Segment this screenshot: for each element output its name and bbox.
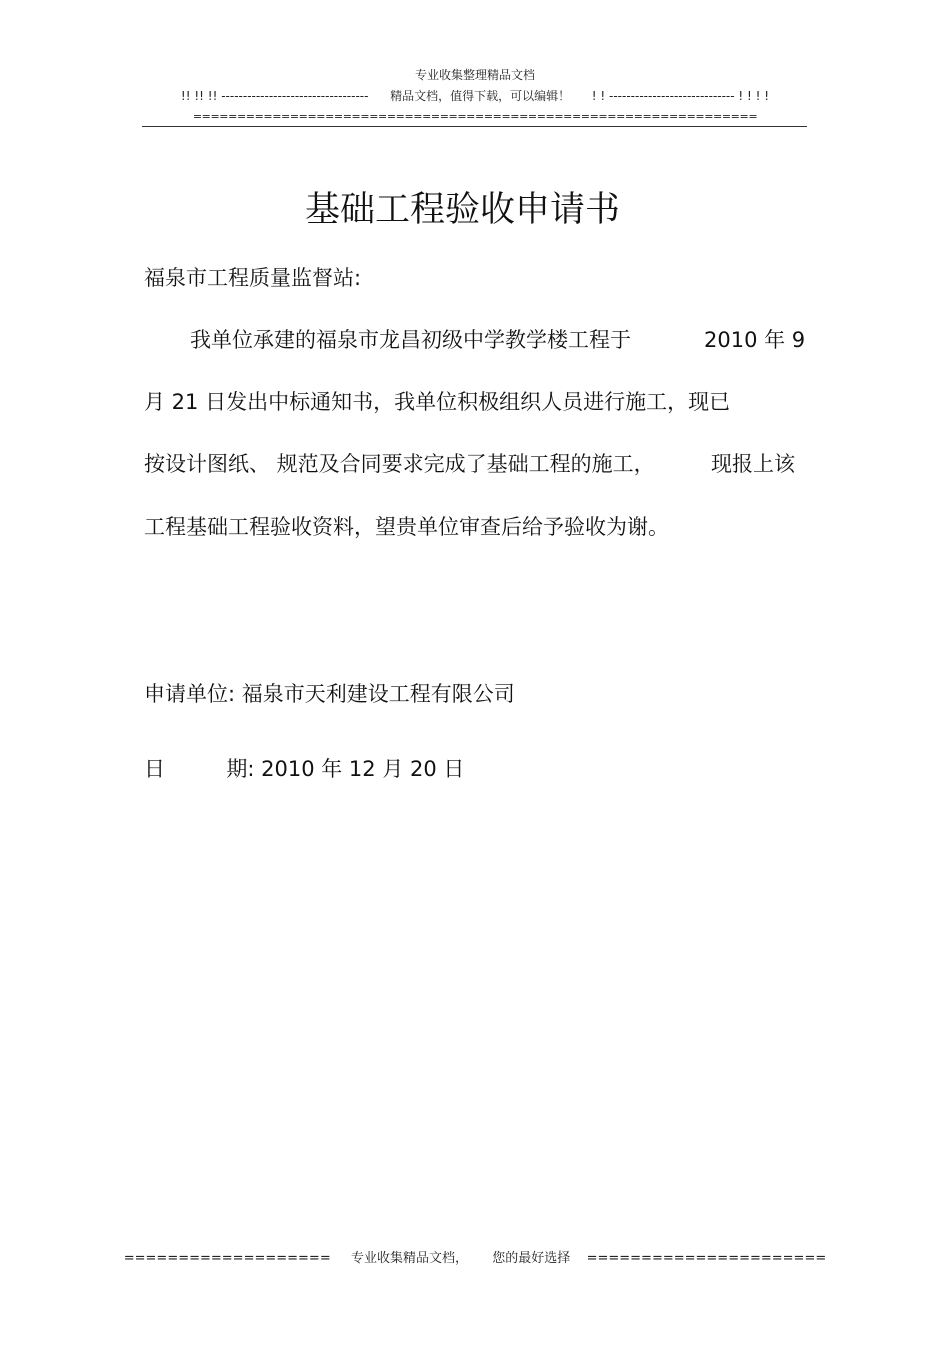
body-line-4: 工程基础工程验收资料，望贵单位审查后给予验收为谢。 [144,515,669,539]
date-line [144,756,464,782]
date-label-ri: 日 [144,757,165,781]
body-line-3-end: 现报上该 [711,452,795,476]
footer [0,1251,950,1267]
applicant-value: 福泉市天利建设工程有限公司 [241,682,515,706]
footer-mid-1: 专业收集精品文档， [351,1251,469,1266]
body-line-1-date: 2010 年 9 [704,328,806,352]
footer-mid-2: 您的最好选择 [492,1251,571,1266]
applicant-label: 申请单位: [144,682,236,706]
page-title: 基础工程验收申请书 [304,190,620,230]
date-value: 2010 年 12 月 20 日 [261,757,465,781]
header-title: 专业收集整理精品文档 [414,68,535,82]
footer-right: ====================== [586,1251,827,1266]
header-banner-right: ! ! ----------------------------- ! ! ! ! [591,89,770,103]
header-separator: ================================================================ [192,110,758,123]
header-banner-left: !! !! !! ---------------------------------- [180,89,369,103]
body-line-1: 我单位承建的福泉市龙昌初级中学教学楼工程于 [190,328,631,352]
applicant-line [144,681,515,707]
body-line-3: 按设计图纸、 规范及合同要求完成了基础工程的施工， [144,452,655,476]
body-line-2: 月 21 日发出中标通知书，我单位积极组织人员进行施工，现已 [144,390,731,414]
header-banner [0,89,950,103]
footer-left: =================== [123,1251,331,1266]
date-label-qi: 期: [226,757,255,781]
header-banner-mid: 精品文档，值得下载，可以编辑！ [390,89,571,103]
header-rule [142,126,807,127]
addressee: 福泉市工程质量监督站: [144,266,362,290]
